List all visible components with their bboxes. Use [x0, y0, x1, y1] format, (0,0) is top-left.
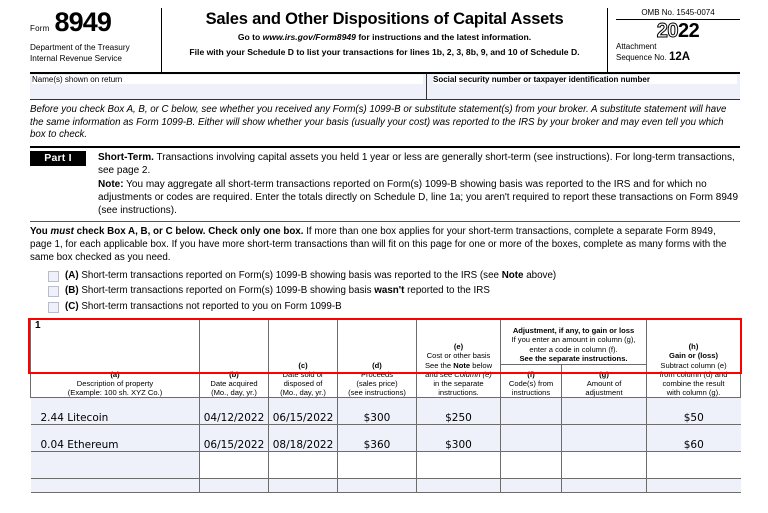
adjustment-line-4: See the separate instructions. — [519, 354, 628, 364]
department-line-2: Internal Revenue Service — [30, 53, 122, 63]
checkbox-c-icon[interactable] — [48, 302, 59, 313]
sequence-label: Sequence No. — [616, 53, 667, 62]
adjustment-line-2: If you enter an amount in column (g), — [511, 335, 636, 345]
row-3-code[interactable] — [501, 452, 562, 479]
column-header-f — [501, 364, 562, 398]
row-2-adjustment[interactable] — [562, 425, 647, 452]
col-f-line2: instructions — [511, 388, 551, 398]
ssn-label: Social security number or taxpayer identification number — [433, 75, 737, 84]
row-2-cost-basis[interactable]: $300 — [417, 425, 501, 452]
tax-year-short: 22 — [678, 20, 700, 42]
transactions-table-wrapper — [30, 318, 740, 493]
row-1-code[interactable] — [501, 398, 562, 425]
option-a-text — [65, 268, 556, 284]
irs-url-link[interactable]: www.irs.gov/Form8949 — [262, 32, 356, 42]
row-1-description[interactable]: 2.44 Litecoin — [31, 398, 200, 425]
col-d-key: (d) — [372, 360, 382, 370]
must-check-rest: If more than one box applies for your short-term transactions, complete a separate Form 8949, page 1, for each applicable box. If you have more short-term transactions than will fit on this page for one or more of the boxes, complete as many forms with the same box checked as you need. — [30, 225, 727, 263]
row-3-description[interactable] — [31, 452, 200, 479]
column-header-g — [562, 364, 647, 398]
column-header-b — [200, 319, 269, 398]
form-identity-block — [30, 8, 162, 72]
option-row-a[interactable] — [48, 268, 740, 284]
column-header-e — [417, 319, 501, 398]
department-line-1: Department of the Treasury — [30, 43, 130, 52]
row-1-proceeds[interactable]: $300 — [338, 398, 417, 425]
row-2-date-acquired[interactable]: 06/15/2022 — [200, 425, 269, 452]
short-term-paragraph — [98, 151, 740, 178]
checkbox-a-icon[interactable] — [48, 271, 59, 282]
file-with-line: File with your Schedule D to list your transactions for lines 1b, 2, 3, 8b, 9, and 10 of Schedule D. — [189, 46, 580, 57]
name-field[interactable] — [30, 74, 427, 99]
col-a-line1: Description of property — [76, 378, 154, 388]
col-c-line3: (Mo., day, yr.) — [280, 388, 326, 398]
col-h-line3: from column (d) and — [659, 369, 728, 379]
table-row[interactable] — [31, 425, 741, 452]
row-2-gain-loss[interactable]: $60 — [647, 425, 741, 452]
option-b-text-before: Short-term transactions reported on Form(s) 1099-B showing basis — [78, 285, 375, 297]
option-row-b[interactable] — [48, 283, 740, 299]
option-b-key: (B) — [65, 285, 79, 297]
row-4-proceeds[interactable] — [338, 479, 417, 493]
row-3-cost-basis[interactable] — [417, 452, 501, 479]
goto-suffix: for instructions and the latest information. — [355, 32, 532, 42]
option-a-key: (A) — [65, 269, 79, 281]
must-check-bold-2: check Box A, B, or C below. Check only one box. — [73, 225, 304, 237]
col-a-line2: (Example: 100 sh. XYZ Co.) — [67, 388, 163, 398]
row-1-adjustment[interactable] — [562, 398, 647, 425]
col-d-line3: (see instructions) — [348, 388, 406, 398]
transactions-table — [30, 318, 741, 493]
col-h-line2: Subtract column (e) — [660, 360, 727, 370]
ssn-field[interactable] — [427, 74, 740, 99]
table-header — [31, 319, 741, 398]
col-e-key: (e) — [453, 342, 464, 352]
row-1-gain-loss[interactable]: $50 — [647, 398, 741, 425]
col-g-line1: Amount of — [586, 378, 622, 388]
option-b-text — [65, 283, 490, 299]
row-1-date-sold[interactable]: 06/15/2022 — [269, 398, 338, 425]
col-b-key: (b) — [229, 369, 239, 379]
form-number-line — [30, 9, 155, 36]
table-row[interactable] — [31, 479, 741, 493]
box-options-list — [30, 266, 740, 317]
row-3-proceeds[interactable] — [338, 452, 417, 479]
table-row[interactable] — [31, 398, 741, 425]
column-header-c — [269, 319, 338, 398]
col-c-line1: Date sold or — [282, 369, 324, 379]
attachment-word: Attachment — [616, 42, 657, 51]
col-e-line4: in the separate — [433, 378, 484, 388]
col-h-line5: with column (g). — [666, 388, 721, 398]
row-4-gain-loss[interactable] — [647, 479, 741, 493]
row-3-date-sold[interactable] — [269, 452, 338, 479]
option-row-c[interactable] — [48, 299, 740, 315]
row-2-proceeds[interactable]: $360 — [338, 425, 417, 452]
col-e-line2 — [417, 361, 500, 370]
option-b-text-after: reported to the IRS — [404, 285, 490, 297]
col-e-line3 — [417, 370, 500, 379]
col-d-line2: (sales price) — [356, 378, 398, 388]
col-e-l2c: below — [470, 360, 493, 370]
option-b-bold-mid: wasn't — [374, 285, 405, 297]
col-e-line1: Cost or other basis — [426, 351, 491, 361]
col-c-key: (c) — [298, 360, 308, 370]
short-term-label: Short-Term. — [98, 151, 154, 163]
col-e-l3a: and see — [425, 369, 455, 379]
must-check-bold-1: You — [30, 225, 51, 237]
part-1-body — [86, 151, 740, 218]
name-label: Name(s) shown on return — [32, 75, 423, 84]
goto-line — [170, 31, 599, 44]
row-2-description[interactable]: 0.04 Ethereum — [31, 425, 200, 452]
row-3-adjustment[interactable] — [562, 452, 647, 479]
option-c-text-before: Short-term transactions not reported to you on Form 1099-B — [78, 300, 342, 312]
row-4-description[interactable] — [31, 479, 200, 493]
tax-year-century: 20 — [656, 20, 678, 42]
option-c-key: (C) — [65, 300, 79, 312]
adjustment-group-header — [501, 319, 647, 364]
line-number-1: 1 — [35, 320, 41, 332]
adjustment-line-1: Adjustment, if any, to gain or loss — [512, 326, 635, 336]
row-4-code[interactable] — [501, 479, 562, 493]
form-header — [30, 8, 740, 74]
adjustment-line-3: enter a code in column (f). — [529, 344, 618, 354]
col-e-note-bold: Note — [453, 360, 471, 370]
row-4-adjustment[interactable] — [562, 479, 647, 493]
col-g-key: (g) — [599, 369, 609, 379]
checkbox-b-icon[interactable] — [48, 286, 59, 297]
col-h-line1: Gain or (loss) — [669, 351, 718, 361]
row-3-gain-loss[interactable] — [647, 452, 741, 479]
col-c-line2: disposed of — [283, 378, 323, 388]
must-check-italic: must — [50, 225, 74, 237]
form-word-label: Form — [30, 24, 50, 33]
col-f-key: (f) — [527, 369, 535, 379]
tax-year — [616, 21, 740, 41]
omb-block — [608, 8, 740, 72]
col-d-line1: Proceeds — [360, 369, 394, 379]
row-2-code[interactable] — [501, 425, 562, 452]
col-e-column-e-italic: Column (e) — [454, 369, 492, 379]
col-h-line4: combine the result — [662, 378, 725, 388]
option-c-text — [65, 299, 342, 315]
part-1-section — [30, 148, 740, 222]
table-row[interactable] — [31, 452, 741, 479]
row-2-date-sold[interactable]: 08/18/2022 — [269, 425, 338, 452]
row-4-date-sold[interactable] — [269, 479, 338, 493]
before-you-check-paragraph: Before you check Box A, B, or C below, see whether you received any Form(s) 1099-B or substitute statement(s) from your broker. A substitute statement will have the same information as Form 1099-B. Either will show whether your basis (usually your cost) was reported to the IRS by your broker and may even tell you which box to check. — [30, 100, 740, 148]
column-header-d — [338, 319, 417, 398]
col-h-key: (h) — [688, 342, 699, 352]
part-1-label: Part I — [30, 151, 86, 166]
option-a-bold-mid: Note — [501, 269, 524, 281]
note-paragraph — [98, 178, 740, 218]
row-4-date-acquired[interactable] — [200, 479, 269, 493]
col-e-line5: instructions. — [438, 388, 479, 398]
form-title-block — [162, 8, 608, 72]
row-1-cost-basis[interactable]: $250 — [417, 398, 501, 425]
note-label: Note: — [98, 178, 124, 190]
column-header-h — [647, 319, 741, 398]
col-a-key: (a) — [110, 369, 120, 379]
row-1-date-acquired[interactable]: 04/12/2022 — [200, 398, 269, 425]
sequence-number: 12A — [668, 51, 691, 63]
attachment-sequence — [616, 42, 740, 63]
note-text: You may aggregate all short-term transactions reported on Form(s) 1099-B showing basis was reported to the IRS and for which no adjustments or codes are required. Enter the totals directly on Schedule D, line 1a; you aren't required to report these transactions on Form 8949 (see instructions). — [98, 178, 739, 217]
goto-prefix: Go to — [237, 32, 263, 42]
table-body — [31, 398, 741, 493]
row-4-cost-basis[interactable] — [417, 479, 501, 493]
must-check-paragraph — [30, 222, 740, 266]
row-3-date-acquired[interactable] — [200, 452, 269, 479]
col-b-line2: (Mo., day, yr.) — [211, 388, 257, 398]
option-a-text-after: above) — [523, 269, 557, 281]
page-title: Sales and Other Dispositions of Capital Assets — [205, 10, 564, 28]
column-header-a — [31, 319, 200, 398]
short-term-text: Transactions involving capital assets you held 1 year or less are generally short-term (see instructions). For long-term transactions, see page 2. — [98, 151, 735, 177]
form-number: 8949 — [54, 7, 111, 37]
omb-number: OMB No. 1545-0074 — [616, 8, 740, 20]
col-e-l2a: See the — [424, 360, 454, 370]
option-a-text-before: Short-term transactions reported on Form(s) 1099-B showing basis was reported to the IRS (see — [78, 269, 502, 281]
department-block — [30, 43, 155, 64]
taxpayer-info-row — [30, 74, 740, 100]
col-f-line1: Code(s) from — [508, 378, 554, 388]
col-g-line2: adjustment — [585, 388, 623, 398]
col-b-line1: Date acquired — [210, 378, 258, 388]
